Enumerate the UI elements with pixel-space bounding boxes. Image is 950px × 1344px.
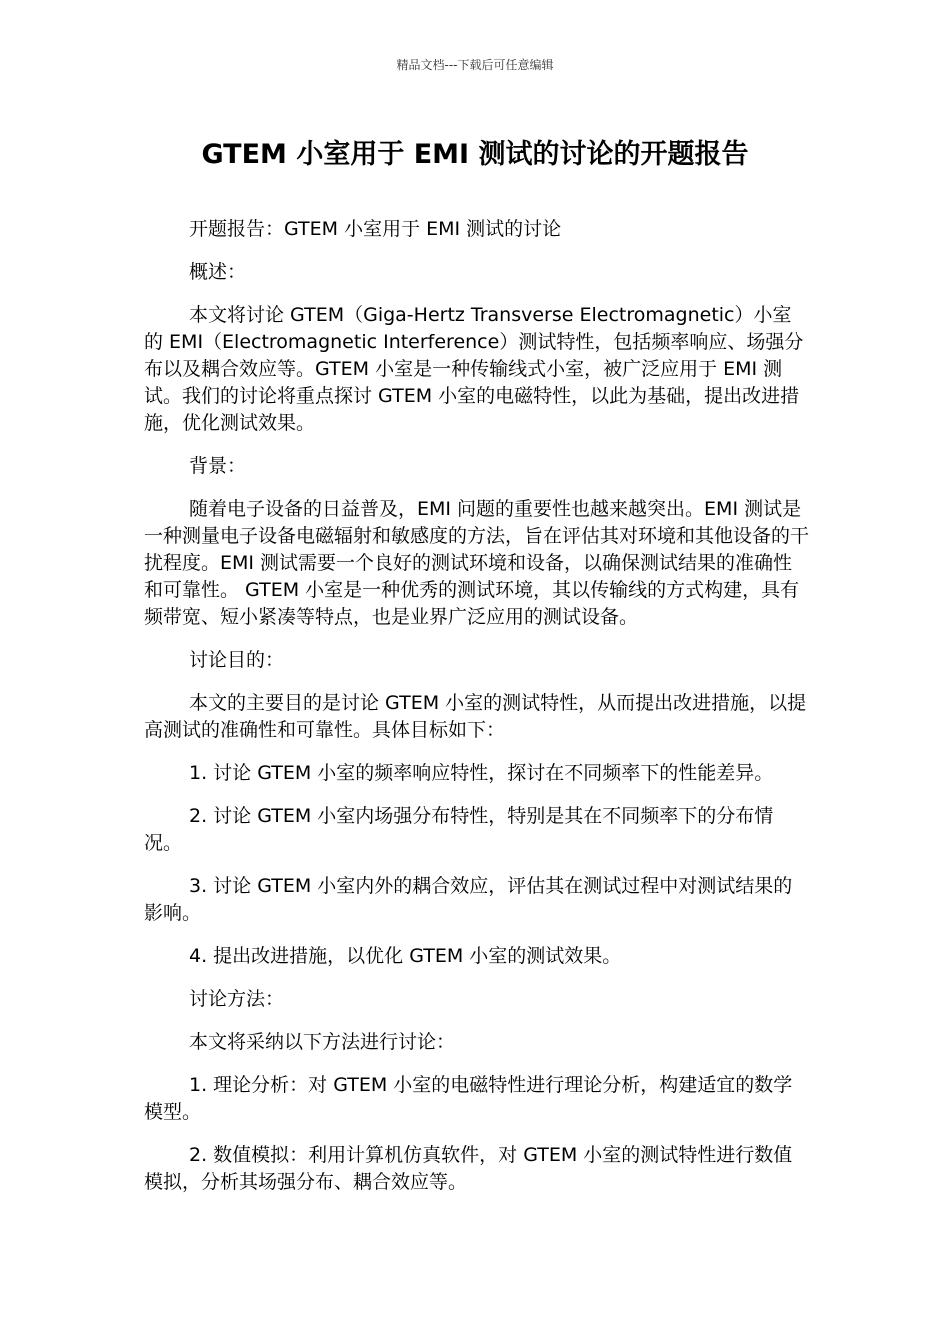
paragraph-overview: 本文将讨论 GTEM（Giga-Hertz Transverse Electromagnetic）小室的 EMI（Electromagnetic Interference）测试特性，包括频率响应、场强分布以及耦合效应等。GTEM 小室是一种传输线式小室，被广泛应用于 EMI 测试。我们的讨论将重点探讨 GTEM 小室的电磁特性，以此为基础，提出改进措施，优化测试效果。 bbox=[144, 304, 804, 434]
document-body bbox=[144, 216, 809, 1212]
list-item-method: 1. 理论分析：对 GTEM 小室的电磁特性进行理论分析，构建适宜的数学模型。 bbox=[144, 1074, 793, 1123]
list-item-goal: 1. 讨论 GTEM 小室的频率响应特性，探讨在不同频率下的性能差异。 bbox=[189, 762, 774, 784]
heading-background: 背景： bbox=[189, 455, 247, 477]
list-item-goal: 2. 讨论 GTEM 小室内场强分布特性，特别是其在不同频率下的分布情况。 bbox=[144, 805, 774, 854]
heading-method: 讨论方法： bbox=[189, 988, 285, 1010]
list-item-method: 2. 数值模拟：利用计算机仿真软件，对 GTEM 小室的测试特性进行数值模拟，分析其场强分布、耦合效应等。 bbox=[144, 1144, 793, 1193]
heading-overview: 概述： bbox=[189, 261, 247, 283]
heading-purpose: 讨论目的： bbox=[189, 649, 285, 671]
document-title: GTEM 小室用于 EMI 测试的讨论的开题报告 bbox=[201, 139, 749, 170]
header-note: 精品文档---下载后可任意编辑 bbox=[396, 58, 554, 72]
list-item-goal: 4. 提出改进措施，以优化 GTEM 小室的测试效果。 bbox=[189, 945, 622, 967]
paragraph-background: 随着电子设备的日益普及，EMI 问题的重要性也越来越突出。EMI 测试是一种测量电子设备电磁辐射和敏感度的方法，旨在评估其对环境和其他设备的干扰程度。EMI 测试需要一个良好的测试环境和设备，以确保测试结果的准确性和可靠性。 GTEM 小室是一种优秀的测试环境，其以传输线的方式构建，具有频带宽、短小紧凑等特点，也是业界广泛应用的测试设备。 bbox=[144, 498, 810, 628]
paragraph-purpose: 本文的主要目的是讨论 GTEM 小室的测试特性，从而提出改进措施，以提高测试的准确性和可靠性。具体目标如下： bbox=[144, 692, 807, 741]
paragraph-method: 本文将采纳以下方法进行讨论： bbox=[189, 1031, 456, 1053]
list-item-goal: 3. 讨论 GTEM 小室内外的耦合效应，评估其在测试过程中对测试结果的影响。 bbox=[144, 875, 793, 924]
paragraph-report-title: 开题报告：GTEM 小室用于 EMI 测试的讨论 bbox=[189, 218, 562, 240]
